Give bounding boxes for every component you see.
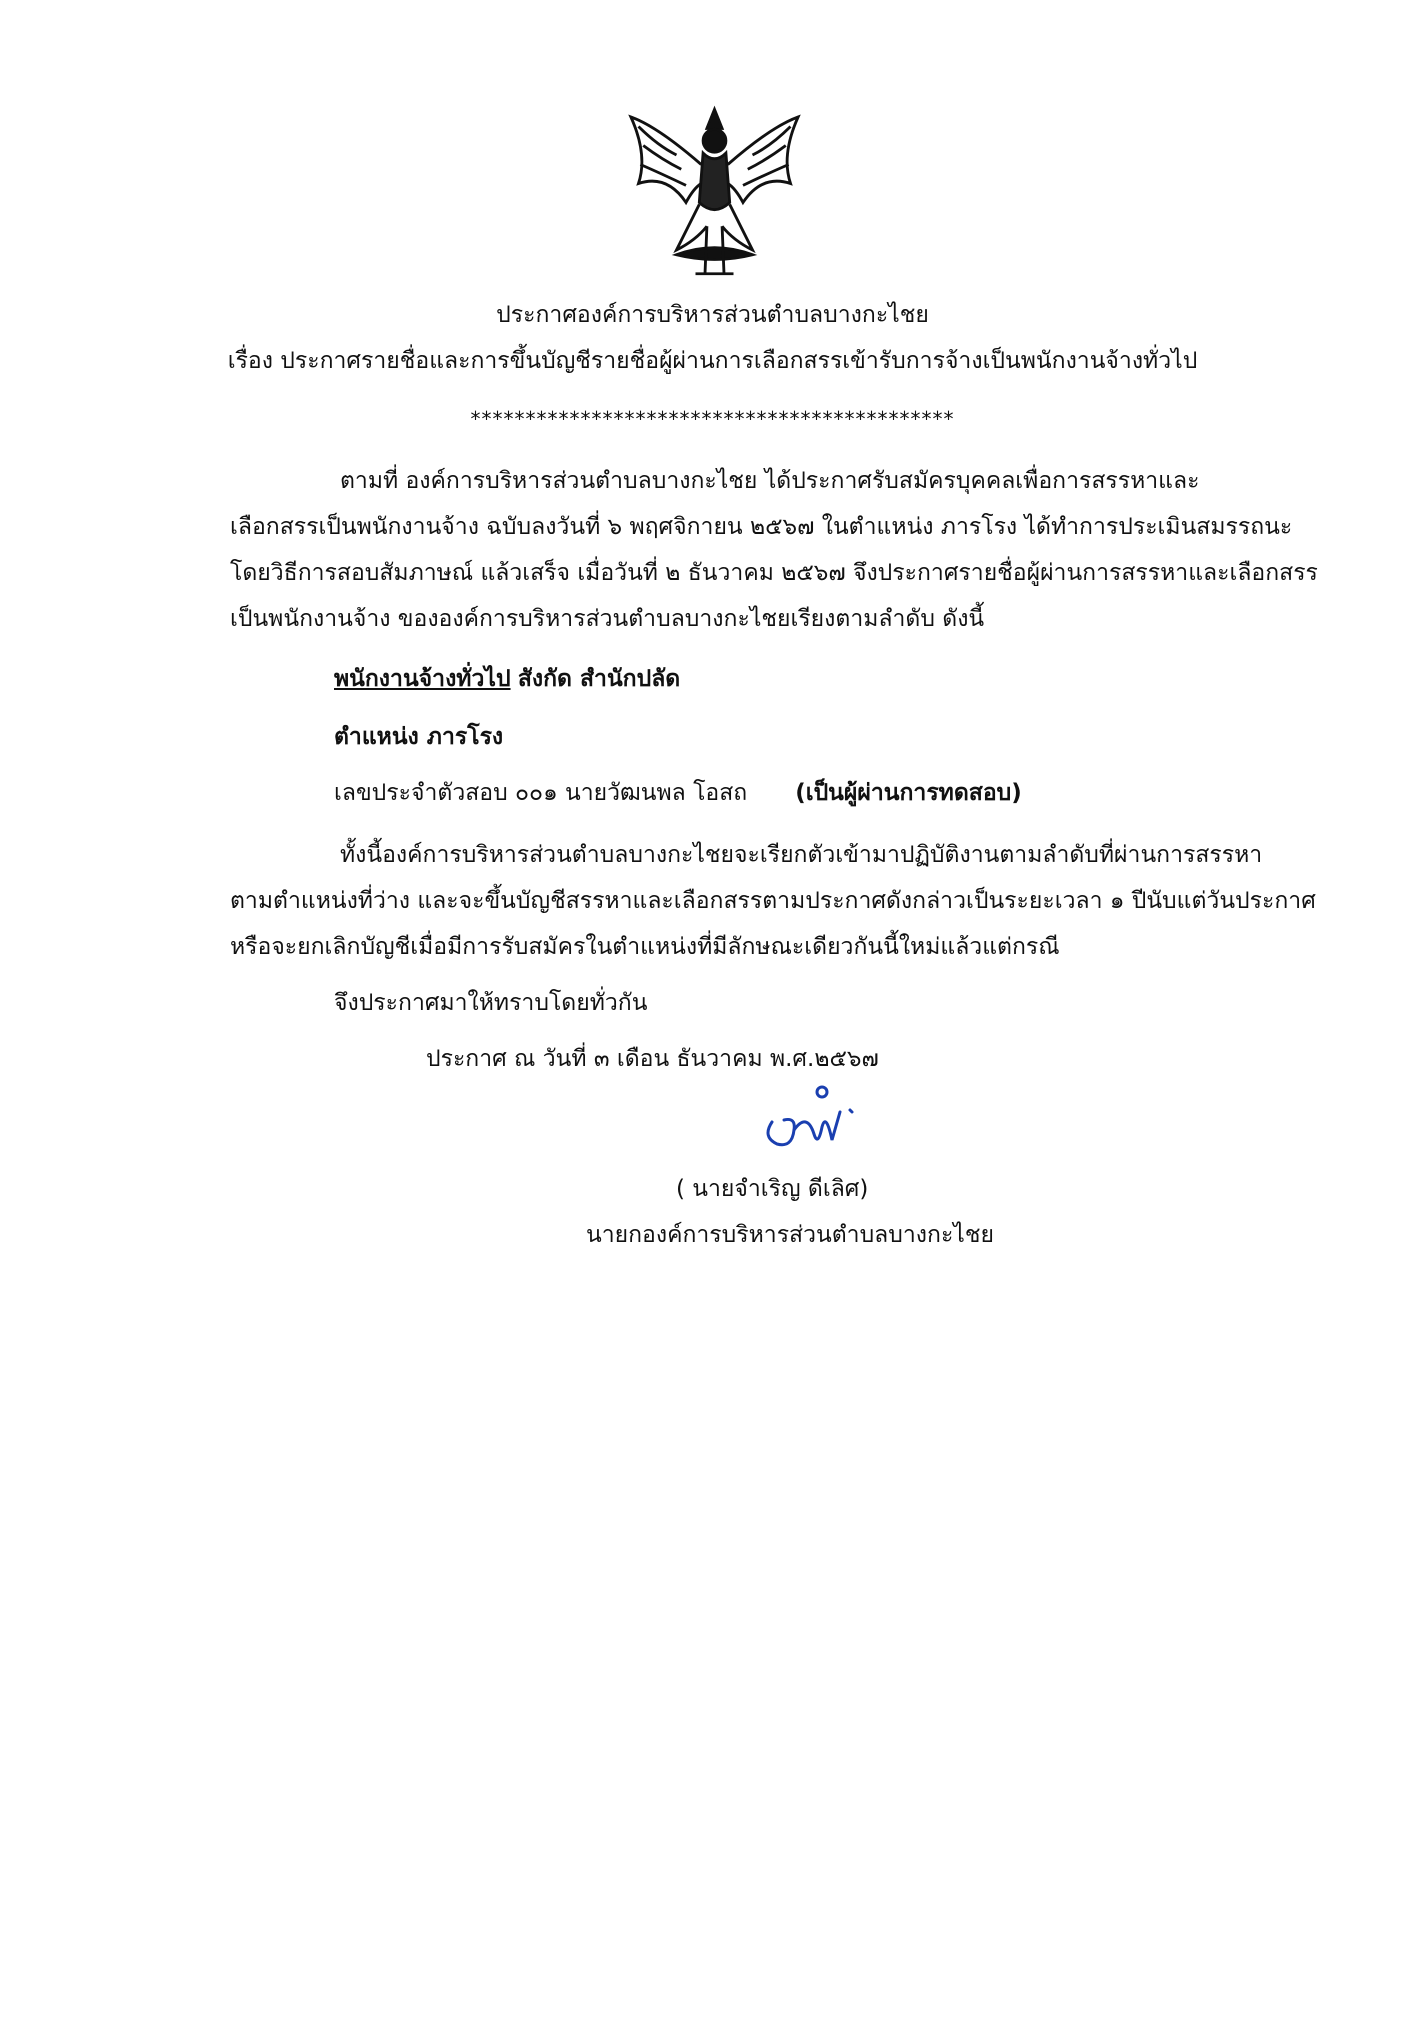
candidate-row <box>334 778 1022 808</box>
paragraph-1-line-3: โดยวิธีการสอบสัมภาษณ์ แล้วเสร็จ เมื่อวันที่ ๒ ธันวาคม ๒๕๖๗ จึงประกาศรายชื่อผู้ผ่านการสรรหาและเลือกสรร <box>230 560 1318 586</box>
garuda-emblem-icon <box>617 98 812 288</box>
position-heading: ตำแหน่ง ภารโรง <box>334 724 504 750</box>
candidate-result: (เป็นผู้ผ่านการทดสอบ) <box>795 780 1022 806</box>
separator-line: ******************************************** <box>470 407 955 431</box>
announcement-date: ประกาศ ณ วันที่ ๓ เดือน ธันวาคม พ.ศ.๒๕๖๗ <box>426 1046 879 1072</box>
handwritten-signature <box>752 1082 882 1162</box>
closing-statement: จึงประกาศมาให้ทราบโดยทั่วกัน <box>334 990 648 1016</box>
paragraph-1-line-2: เลือกสรรเป็นพนักงานจ้าง ฉบับลงวันที่ ๖ พฤศจิกายน ๒๕๖๗ ในตำแหน่ง ภารโรง ได้ทำการประเมินสมรรถนะ <box>230 514 1293 540</box>
paragraph-2-line-3: หรือจะยกเลิกบัญชีเมื่อมีการรับสมัครในตำแหน่งที่มีลักษณะเดียวกันนี้ใหม่แล้วแต่กรณี <box>230 934 1060 960</box>
announcement-subject: เรื่อง ประกาศรายชื่อและการขึ้นบัญชีรายชื่อผู้ผ่านการเลือกสรรเข้ารับการจ้างเป็นพนักงานจ้างทั่วไป <box>227 348 1198 374</box>
paragraph-1-line-4: เป็นพนักงานจ้าง ขององค์การบริหารส่วนตำบลบางกะไชยเรียงตามลำดับ ดังนี้ <box>230 606 985 632</box>
signatory-name: ( นายจำเริญ ดีเลิศ) <box>676 1176 869 1202</box>
candidate-info: เลขประจำตัวสอบ ๐๐๑ นายวัฒนพล โอสถ <box>334 780 748 806</box>
announcement-title: ประกาศองค์การบริหารส่วนตำบลบางกะไชย <box>496 302 929 328</box>
section-heading <box>334 664 680 694</box>
paragraph-2-line-1: ทั้งนี้องค์การบริหารส่วนตำบลบางกะไชยจะเรียกตัวเข้ามาปฏิบัติงานตามลำดับที่ผ่านการสรรหา <box>340 842 1263 868</box>
paragraph-1-line-1: ตามที่ องค์การบริหารส่วนตำบลบางกะไชย ได้ประกาศรับสมัครบุคคลเพื่อการสรรหาและ <box>340 468 1200 494</box>
employee-type: พนักงานจ้างทั่วไป <box>334 666 511 692</box>
paragraph-2-line-2: ตามตำแหน่งที่ว่าง และจะขึ้นบัญชีสรรหาและเลือกสรรตามประกาศดังกล่าวเป็นระยะเวลา ๑ ปีนับแต่วันประกาศ <box>230 888 1316 914</box>
signatory-title: นายกองค์การบริหารส่วนตำบลบางกะไชย <box>586 1222 994 1248</box>
department: สังกัด สำนักปลัด <box>517 666 681 692</box>
